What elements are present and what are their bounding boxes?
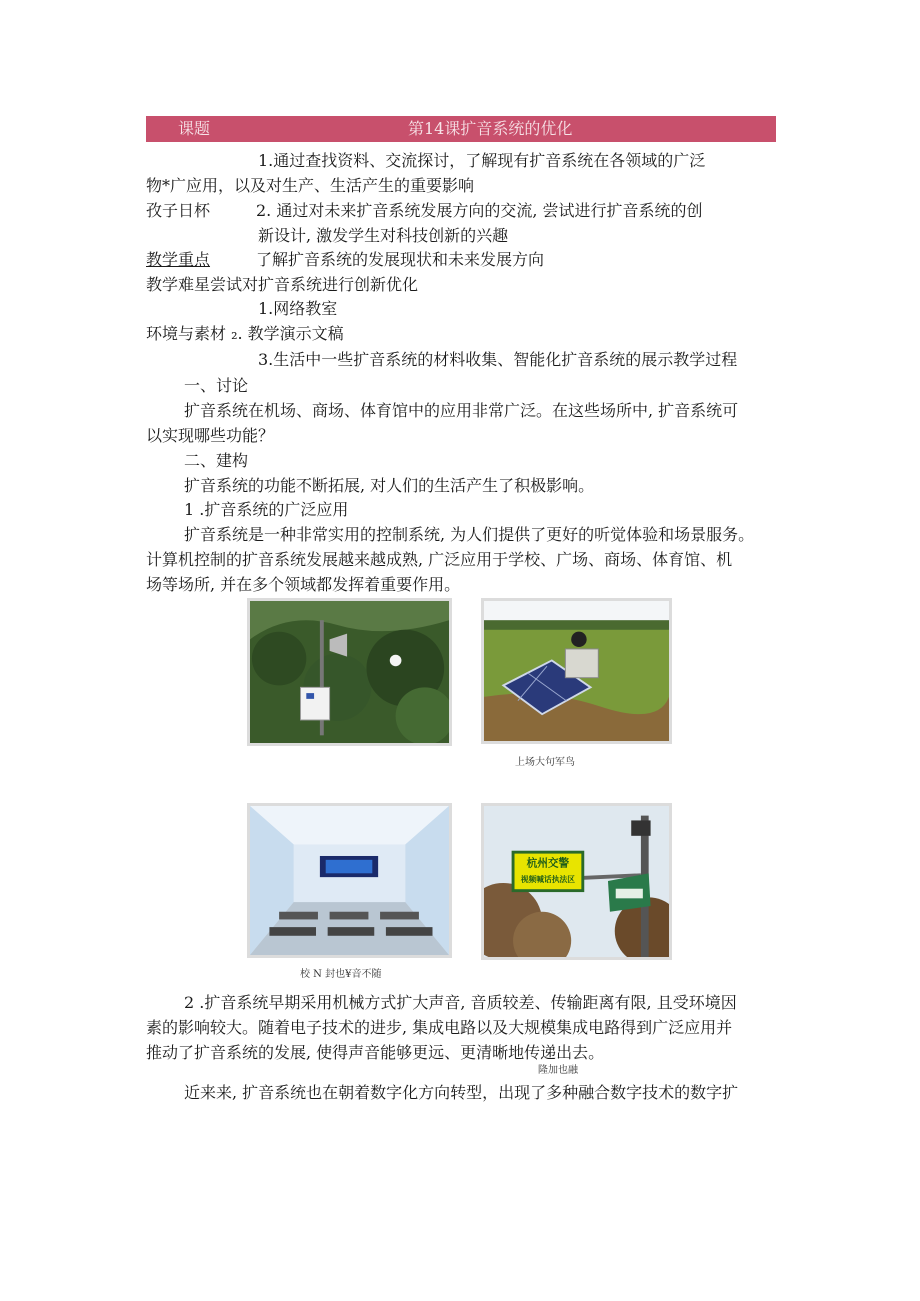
paragraph-1b: 以实现哪些功能？ [146, 426, 275, 445]
paragraph-3a: 扩音系统是一种非常实用的控制系统, 为人们提供了更好的听觉体验和场景服务。 [184, 525, 755, 544]
header-label: 课题 [178, 119, 211, 138]
photo-solar-panel [481, 598, 672, 744]
objective-line-4: 新设计, 激发学生对科技创新的兴趣 [258, 226, 509, 245]
material-item-1: 1.网络教室 [258, 299, 338, 318]
section-heading-discussion: 一、讨论 [184, 376, 249, 395]
materials-label-line: 环境与素材 ₂. 教学演示文稿 [146, 324, 344, 343]
sign-line-1: 杭州交警 [526, 856, 570, 870]
photo-traffic-sign [481, 803, 672, 960]
key-points-label: 教学重点 [146, 250, 211, 269]
traffic-sign-image [484, 806, 669, 957]
photo-classroom [247, 803, 452, 958]
solar-panel-image [484, 601, 669, 741]
classroom-image [250, 806, 449, 955]
paragraph-1a: 扩音系统在机场、商场、体育馆中的应用非常广泛。在这些场所中, 扩音系统可 [184, 401, 739, 420]
sign-line-2: 视频喊话执法区 [520, 875, 576, 884]
key-points-text: 了解扩音系统的发展现状和未来发展方向 [256, 250, 545, 269]
forest-speaker-image [250, 601, 449, 743]
difficulty-text: 教学难星尝试对扩音系统进行创新优化 [146, 275, 419, 294]
objectives-label: 孜子日杯 [146, 201, 211, 220]
subheading-1: 1 .扩音系统的广泛应用 [184, 500, 349, 519]
paragraph-3c: 场等场所, 并在多个领域都发挥着重要作用。 [146, 575, 461, 594]
caption-2: 校 N 封也¥音不随 [300, 969, 382, 980]
section-heading-construct: 二、建构 [184, 451, 249, 470]
caption-1: 上场大句军鸟 [515, 757, 575, 768]
lesson-header-bar [146, 116, 776, 142]
objective-line-3: 2. 通过对未来扩音系统发展方向的交流, 尝试进行扩音系统的创 [256, 201, 703, 220]
paragraph-3b: 计算机控制的扩音系统发展越来越成熟, 广泛应用于学校、广场、商场、体育馆、机 [146, 550, 733, 569]
paragraph-2: 扩音系统的功能不断拓展, 对人们的生活产生了积极影响。 [184, 476, 595, 495]
paragraph-5: 近来来, 扩音系统也在朝着数字化方向转型，出现了多种融合数字技术的数字扩 [184, 1083, 739, 1102]
objective-line-1: 1.通过查找资料、交流探讨，了解现有扩音系统在各领域的广泛 [258, 151, 706, 170]
caption-3: 隆加也融 [538, 1065, 578, 1076]
paragraph-4b: 素的影响较大。随着电子技术的进步, 集成电路以及大规模集成电路得到广泛应用并 [146, 1018, 733, 1037]
objective-line-2: 物*广应用，以及对生产、生活产生的重要影响 [146, 176, 475, 195]
paragraph-4a: 2 .扩音系统早期采用机械方式扩大声音, 音质较差、传输距离有限, 且受环境因 [184, 993, 737, 1012]
material-item-3: 3.生活中一些扩音系统的材料收集、智能化扩音系统的展示教学过程 [258, 350, 738, 369]
photo-forest-speaker [247, 598, 452, 746]
paragraph-4c: 推动了扩音系统的发展, 使得声音能够更远、更清晰地传递出去。 [146, 1043, 605, 1062]
lesson-title: 第14课扩音系统的优化 [408, 119, 573, 138]
